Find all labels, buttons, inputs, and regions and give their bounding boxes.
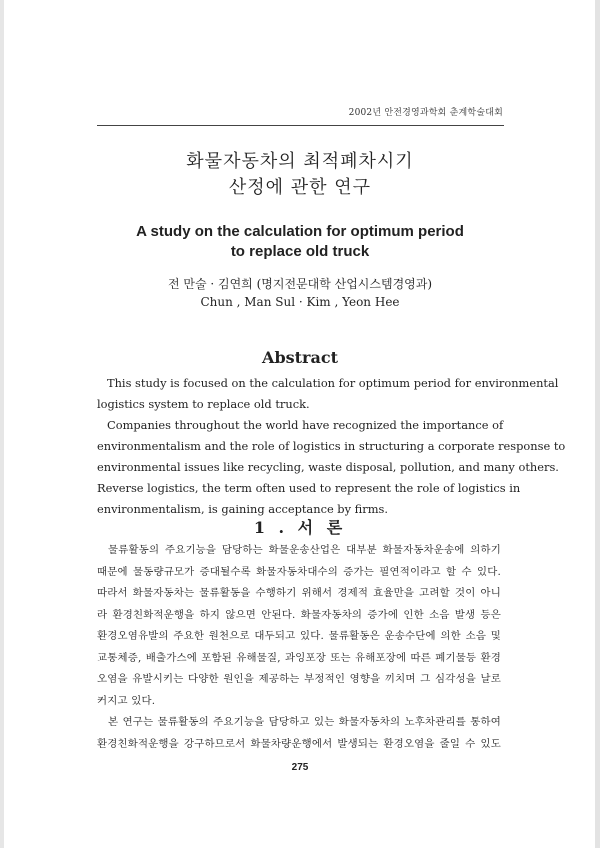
body-line: 때문에 물동량규모가 증대될수록 화물자동차대수의 증가는 필연적이라고 할 수 있다.: [97, 565, 501, 578]
korean-title-line-2: 산정에 관한 연구: [228, 177, 372, 198]
body-line: 교통체증, 배출가스에 포함된 유해물질, 과잉포장 또는 유해포장에 따른 폐기물등 환경: [97, 651, 501, 664]
authors-korean: 전 만술 · 김연희 (명지전문대학 산업시스템경영과): [167, 277, 433, 291]
abstract-line: environmentalism and the role of logistics in structuring a corporate response to: [97, 439, 566, 453]
section-heading-introduction: 1 . 서 론: [253, 518, 347, 537]
abstract-line: environmental issues like recycling, waste disposal, pollution, and many others.: [97, 460, 559, 474]
authors-english: Chun , Man Sul · Kim , Yeon Hee: [200, 295, 400, 309]
body-line: 따라서 화물자동차는 물류활동을 수행하기 위해서 경제적 효율만을 고려할 것이 아니: [97, 587, 501, 599]
body-line: 오염을 유발시키는 다양한 원인을 제공하는 부정적인 영향을 끼치며 그 심각성을 날로: [97, 673, 501, 685]
body-line: 환경친화적운행을 강구하므로서 화물차량운행에서 발생되는 환경오염을 줄일 수 있도: [97, 737, 501, 750]
body-line: 커지고 있다.: [97, 694, 156, 707]
body-line: 물류활동의 주요기능을 담당하는 화물운송산업은 대부분 화물자동차운송에 의하기: [108, 544, 501, 556]
english-title-line-1: A study on the calculation for optimum period: [136, 223, 464, 240]
abstract-line: Reverse logistics, the term often used to represent the role of logistics in: [97, 481, 521, 495]
abstract-body: [97, 373, 566, 520]
abstract-heading: Abstract: [262, 348, 338, 367]
scan-edge-right: [595, 0, 600, 848]
body-line: 본 연구는 물류활동의 주요기능을 담당하고 있는 화물자동차의 노후차관리를 통하여: [108, 716, 501, 728]
abstract-line: environmentalism, is gaining acceptance by firms.: [97, 502, 388, 516]
page-number: 275: [291, 762, 309, 773]
body-line: 환경오염유발의 주요한 원천으로 대두되고 있다. 물류활동은 운송수단에 의한 소음 및: [97, 630, 501, 642]
scan-edge-left: [0, 0, 4, 848]
abstract-line: logistics system to replace old truck.: [97, 397, 310, 411]
header-rule: [97, 125, 504, 126]
korean-title-line-1: 화물자동차의 최적폐차시기: [186, 151, 414, 172]
english-title-line-2: to replace old truck: [230, 243, 370, 260]
abstract-line: This study is focused on the calculation for optimum period for environmental: [107, 376, 559, 390]
introduction-body: [97, 540, 501, 755]
body-line: 라 환경친화적운행을 하지 않으면 안된다. 화물자동차의 증가에 인한 소음 발생 등은: [97, 608, 501, 621]
running-header: 2002년 안전경영과학회 춘계학술대회: [348, 108, 503, 118]
abstract-line: Companies throughout the world have recognized the importance of: [107, 418, 504, 432]
